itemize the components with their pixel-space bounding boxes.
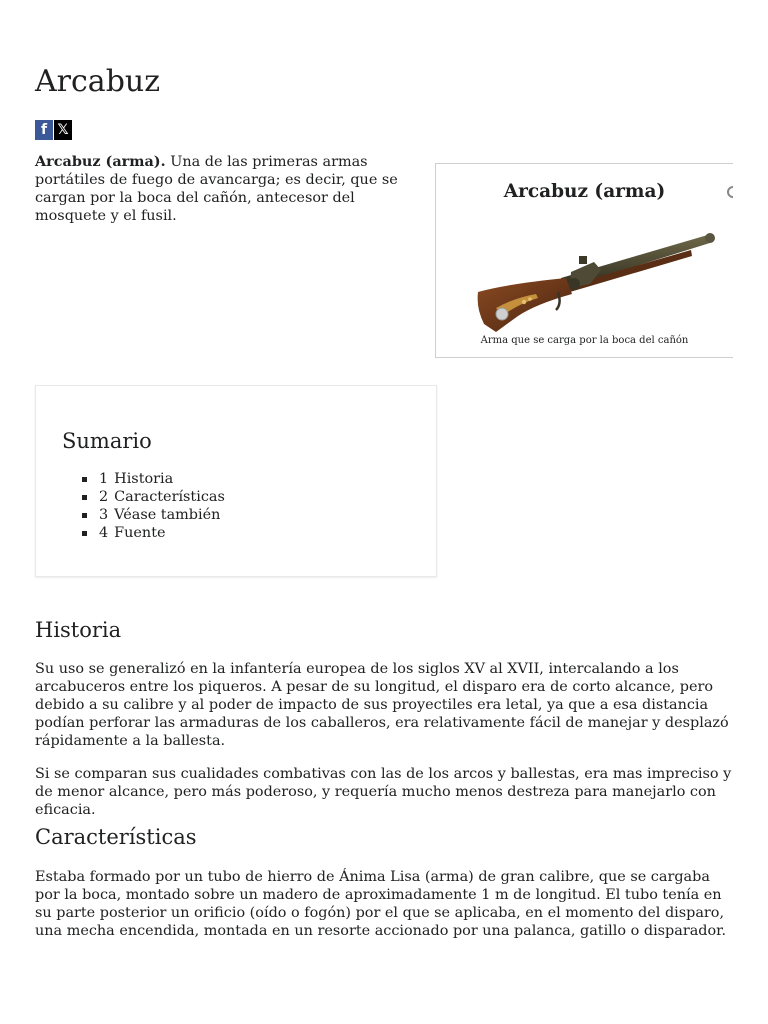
toc-item-label[interactable]: Historia — [114, 471, 174, 487]
infobox-caption: Arma que se carga por la boca del cañón — [480, 335, 689, 346]
toc-item-number: 3 — [99, 507, 109, 523]
section-heading-historia: Historia — [35, 618, 122, 642]
infobox-title: Arcabuz (arma) — [503, 181, 666, 202]
facebook-icon: f — [40, 122, 48, 138]
x-icon: 𝕏 — [57, 122, 69, 138]
toc-item-label[interactable]: Véase también — [114, 507, 221, 523]
infobox — [435, 163, 733, 358]
toc-item-number: 2 — [99, 489, 109, 505]
toc-item-number: 4 — [99, 525, 109, 541]
arquebus-image — [466, 212, 716, 334]
info-circle-icon[interactable] — [727, 186, 733, 198]
historia-paragraph-2: Si se comparan sus cualidades combativas con las de los arcos y ballestas, era mas impreciso y de menor alcance, pero más poderoso, y requería mucho menos destreza para manejarlo con eficacia. — [35, 766, 732, 818]
toc-item-caracteristicas[interactable] — [82, 488, 225, 506]
toc-item-fuente[interactable] — [82, 524, 225, 542]
toc-item-label[interactable]: Fuente — [114, 525, 166, 541]
lead-paragraph — [35, 153, 415, 225]
share-buttons — [35, 120, 72, 140]
facebook-share-button[interactable] — [35, 120, 53, 140]
historia-paragraph-1: Su uso se generalizó en la infantería europea de los siglos XV al XVII, intercalando a los arcabuceros entre los piqueros. A pesar de su longitud, el disparo era de corto alcance, pero debido a su calibre y al poder de impacto de sus proyectiles era letal, ya que a esa distancia podían perforar las armaduras de los caballeros, era relativamente fácil de manejar y desplazó rápidamente a la ballesta. — [35, 661, 729, 749]
lead-bold-term: Arcabuz (arma). — [35, 153, 166, 170]
section-heading-caracteristicas: Características — [35, 825, 197, 849]
x-share-button[interactable] — [54, 120, 72, 140]
toc-title: Sumario — [62, 429, 152, 453]
toc-list — [82, 470, 225, 542]
toc-item-historia[interactable] — [82, 470, 225, 488]
page-title: Arcabuz — [35, 64, 161, 99]
toc-item-label[interactable]: Características — [114, 489, 225, 505]
toc-item-vease-tambien[interactable] — [82, 506, 225, 524]
toc-item-number: 1 — [99, 471, 109, 487]
lead-text: Una de las primeras armas portátiles de fuego de avancarga; es decir, que se cargan por la boca del cañón, antecesor del mosquete y el fusil. — [35, 154, 398, 224]
table-of-contents — [35, 385, 437, 577]
caracteristicas-paragraph-1: Estaba formado por un tubo de hierro de Ánima Lisa (arma) de gran calibre, que se cargaba por la boca, montado sobre un madero de aproximadamente 1 m de longitud. El tubo tenía en su parte posterior un orificio (oído o fogón) por el que se aplicaba, en el momento del disparo, una mecha encendida, montada en un resorte accionado por una palanca, gatillo o disparador. — [35, 869, 727, 939]
